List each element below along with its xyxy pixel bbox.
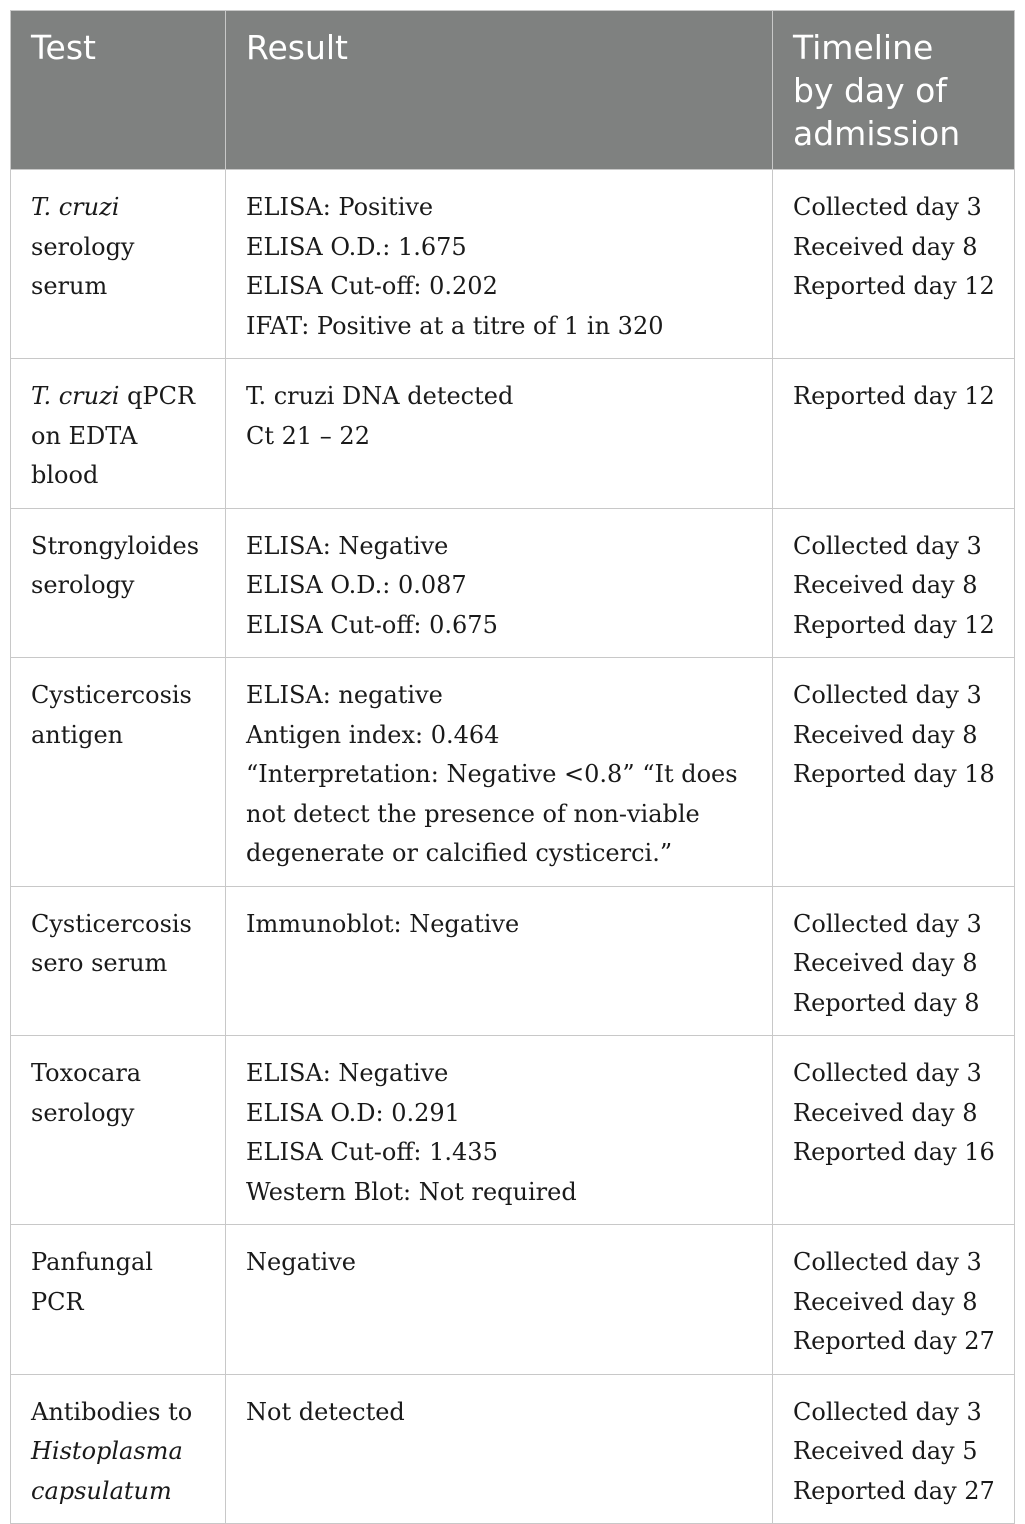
test-name-segment: qPCR on EDTA blood xyxy=(31,382,196,489)
result-line: “Interpretation: Negative <0.8” “It does not detect the presence of non-viable degenerate or calcified cysticerci.” xyxy=(246,760,738,867)
timeline-line: Reported day 18 xyxy=(793,760,995,788)
results-table xyxy=(10,10,1015,1524)
test-cell xyxy=(11,170,226,359)
table-row xyxy=(11,658,1015,887)
timeline-cell xyxy=(773,1225,1015,1375)
result-line: ELISA: Negative xyxy=(246,1059,449,1087)
timeline-line: Reported day 27 xyxy=(793,1327,995,1355)
header-result: Result xyxy=(226,11,773,170)
result-line: ELISA: Negative xyxy=(246,531,449,560)
timeline-line: Received day 8 xyxy=(793,1287,978,1316)
test-name-segment: Cysticercosis sero serum xyxy=(31,909,192,977)
result-line: T. cruzi DNA detected xyxy=(246,382,514,410)
test-cell xyxy=(11,1036,226,1225)
header-test: Test xyxy=(11,11,226,170)
timeline-line: Reported day 8 xyxy=(793,988,980,1017)
test-name-segment: T. cruzi xyxy=(31,382,120,410)
result-line: IFAT: Positive at a titre of 1 in 320 xyxy=(246,311,664,340)
timeline-line: Reported day 12 xyxy=(793,272,995,300)
result-cell xyxy=(226,1225,773,1375)
result-line: ELISA O.D.: 0.087 xyxy=(246,571,467,599)
result-line: Negative xyxy=(246,1248,356,1276)
test-cell xyxy=(11,658,226,887)
timeline-line: Collected day 3 xyxy=(793,1248,982,1276)
timeline-line: Received day 8 xyxy=(793,571,978,599)
timeline-line: Collected day 3 xyxy=(793,1059,982,1087)
result-line: ELISA O.D.: 1.675 xyxy=(246,232,467,261)
test-name-segment: Toxocara serology xyxy=(31,1059,142,1127)
result-line: Antigen index: 0.464 xyxy=(246,720,500,749)
timeline-line: Received day 8 xyxy=(793,232,978,261)
timeline-cell xyxy=(773,359,1015,509)
test-cell xyxy=(11,886,226,1036)
table-row xyxy=(11,1374,1015,1524)
timeline-cell xyxy=(773,886,1015,1036)
test-name-segment: Cysticercosis antigen xyxy=(31,681,192,749)
result-cell xyxy=(226,359,773,509)
result-line: ELISA: negative xyxy=(246,681,443,709)
timeline-cell xyxy=(773,170,1015,359)
result-cell xyxy=(226,886,773,1036)
test-cell xyxy=(11,1374,226,1524)
timeline-cell xyxy=(773,658,1015,887)
test-name-segment: T. cruzi xyxy=(31,193,120,221)
result-line: Not detected xyxy=(246,1397,405,1426)
timeline-cell xyxy=(773,1036,1015,1225)
test-name-segment: Strongyloides serology xyxy=(31,531,200,599)
table-row xyxy=(11,886,1015,1036)
result-cell xyxy=(226,508,773,658)
test-name-segment: Antibodies to xyxy=(31,1397,193,1426)
result-line: ELISA O.D: 0.291 xyxy=(246,1098,460,1127)
result-cell xyxy=(226,1374,773,1524)
timeline-cell xyxy=(773,508,1015,658)
timeline-line: Reported day 16 xyxy=(793,1138,995,1166)
test-name-segment: Panfungal PCR xyxy=(31,1248,153,1316)
test-name-segment: Histoplasma capsulatum xyxy=(31,1437,183,1505)
table-row xyxy=(11,508,1015,658)
table-row xyxy=(11,359,1015,509)
timeline-line: Received day 8 xyxy=(793,949,978,977)
test-name-segment: serology serum xyxy=(31,232,135,300)
test-cell xyxy=(11,508,226,658)
test-cell xyxy=(11,359,226,509)
table-row xyxy=(11,1225,1015,1375)
timeline-line: Reported day 12 xyxy=(793,382,995,410)
result-cell xyxy=(226,170,773,359)
timeline-cell xyxy=(773,1374,1015,1524)
timeline-line: Collected day 3 xyxy=(793,1397,982,1426)
timeline-line: Received day 8 xyxy=(793,720,978,749)
result-cell xyxy=(226,658,773,887)
result-line: Ct 21 – 22 xyxy=(246,421,370,450)
test-cell xyxy=(11,1225,226,1375)
header-timeline: Timeline by day of admission xyxy=(773,11,1015,170)
timeline-line: Received day 5 xyxy=(793,1437,978,1465)
timeline-line: Received day 8 xyxy=(793,1098,978,1127)
result-line: ELISA: Positive xyxy=(246,193,434,221)
result-line: ELISA Cut-off: 0.202 xyxy=(246,272,498,300)
result-cell xyxy=(226,1036,773,1225)
header-row xyxy=(11,11,1015,170)
table-row xyxy=(11,1036,1015,1225)
result-line: Western Blot: Not required xyxy=(246,1177,577,1206)
result-line: ELISA Cut-off: 0.675 xyxy=(246,610,498,639)
timeline-line: Collected day 3 xyxy=(793,681,982,709)
timeline-line: Reported day 12 xyxy=(793,610,995,639)
result-line: Immunoblot: Negative xyxy=(246,909,520,938)
timeline-line: Collected day 3 xyxy=(793,531,982,560)
timeline-line: Collected day 3 xyxy=(793,193,982,221)
timeline-line: Reported day 27 xyxy=(793,1476,995,1505)
result-line: ELISA Cut-off: 1.435 xyxy=(246,1138,498,1166)
table-row xyxy=(11,170,1015,359)
timeline-line: Collected day 3 xyxy=(793,909,982,938)
